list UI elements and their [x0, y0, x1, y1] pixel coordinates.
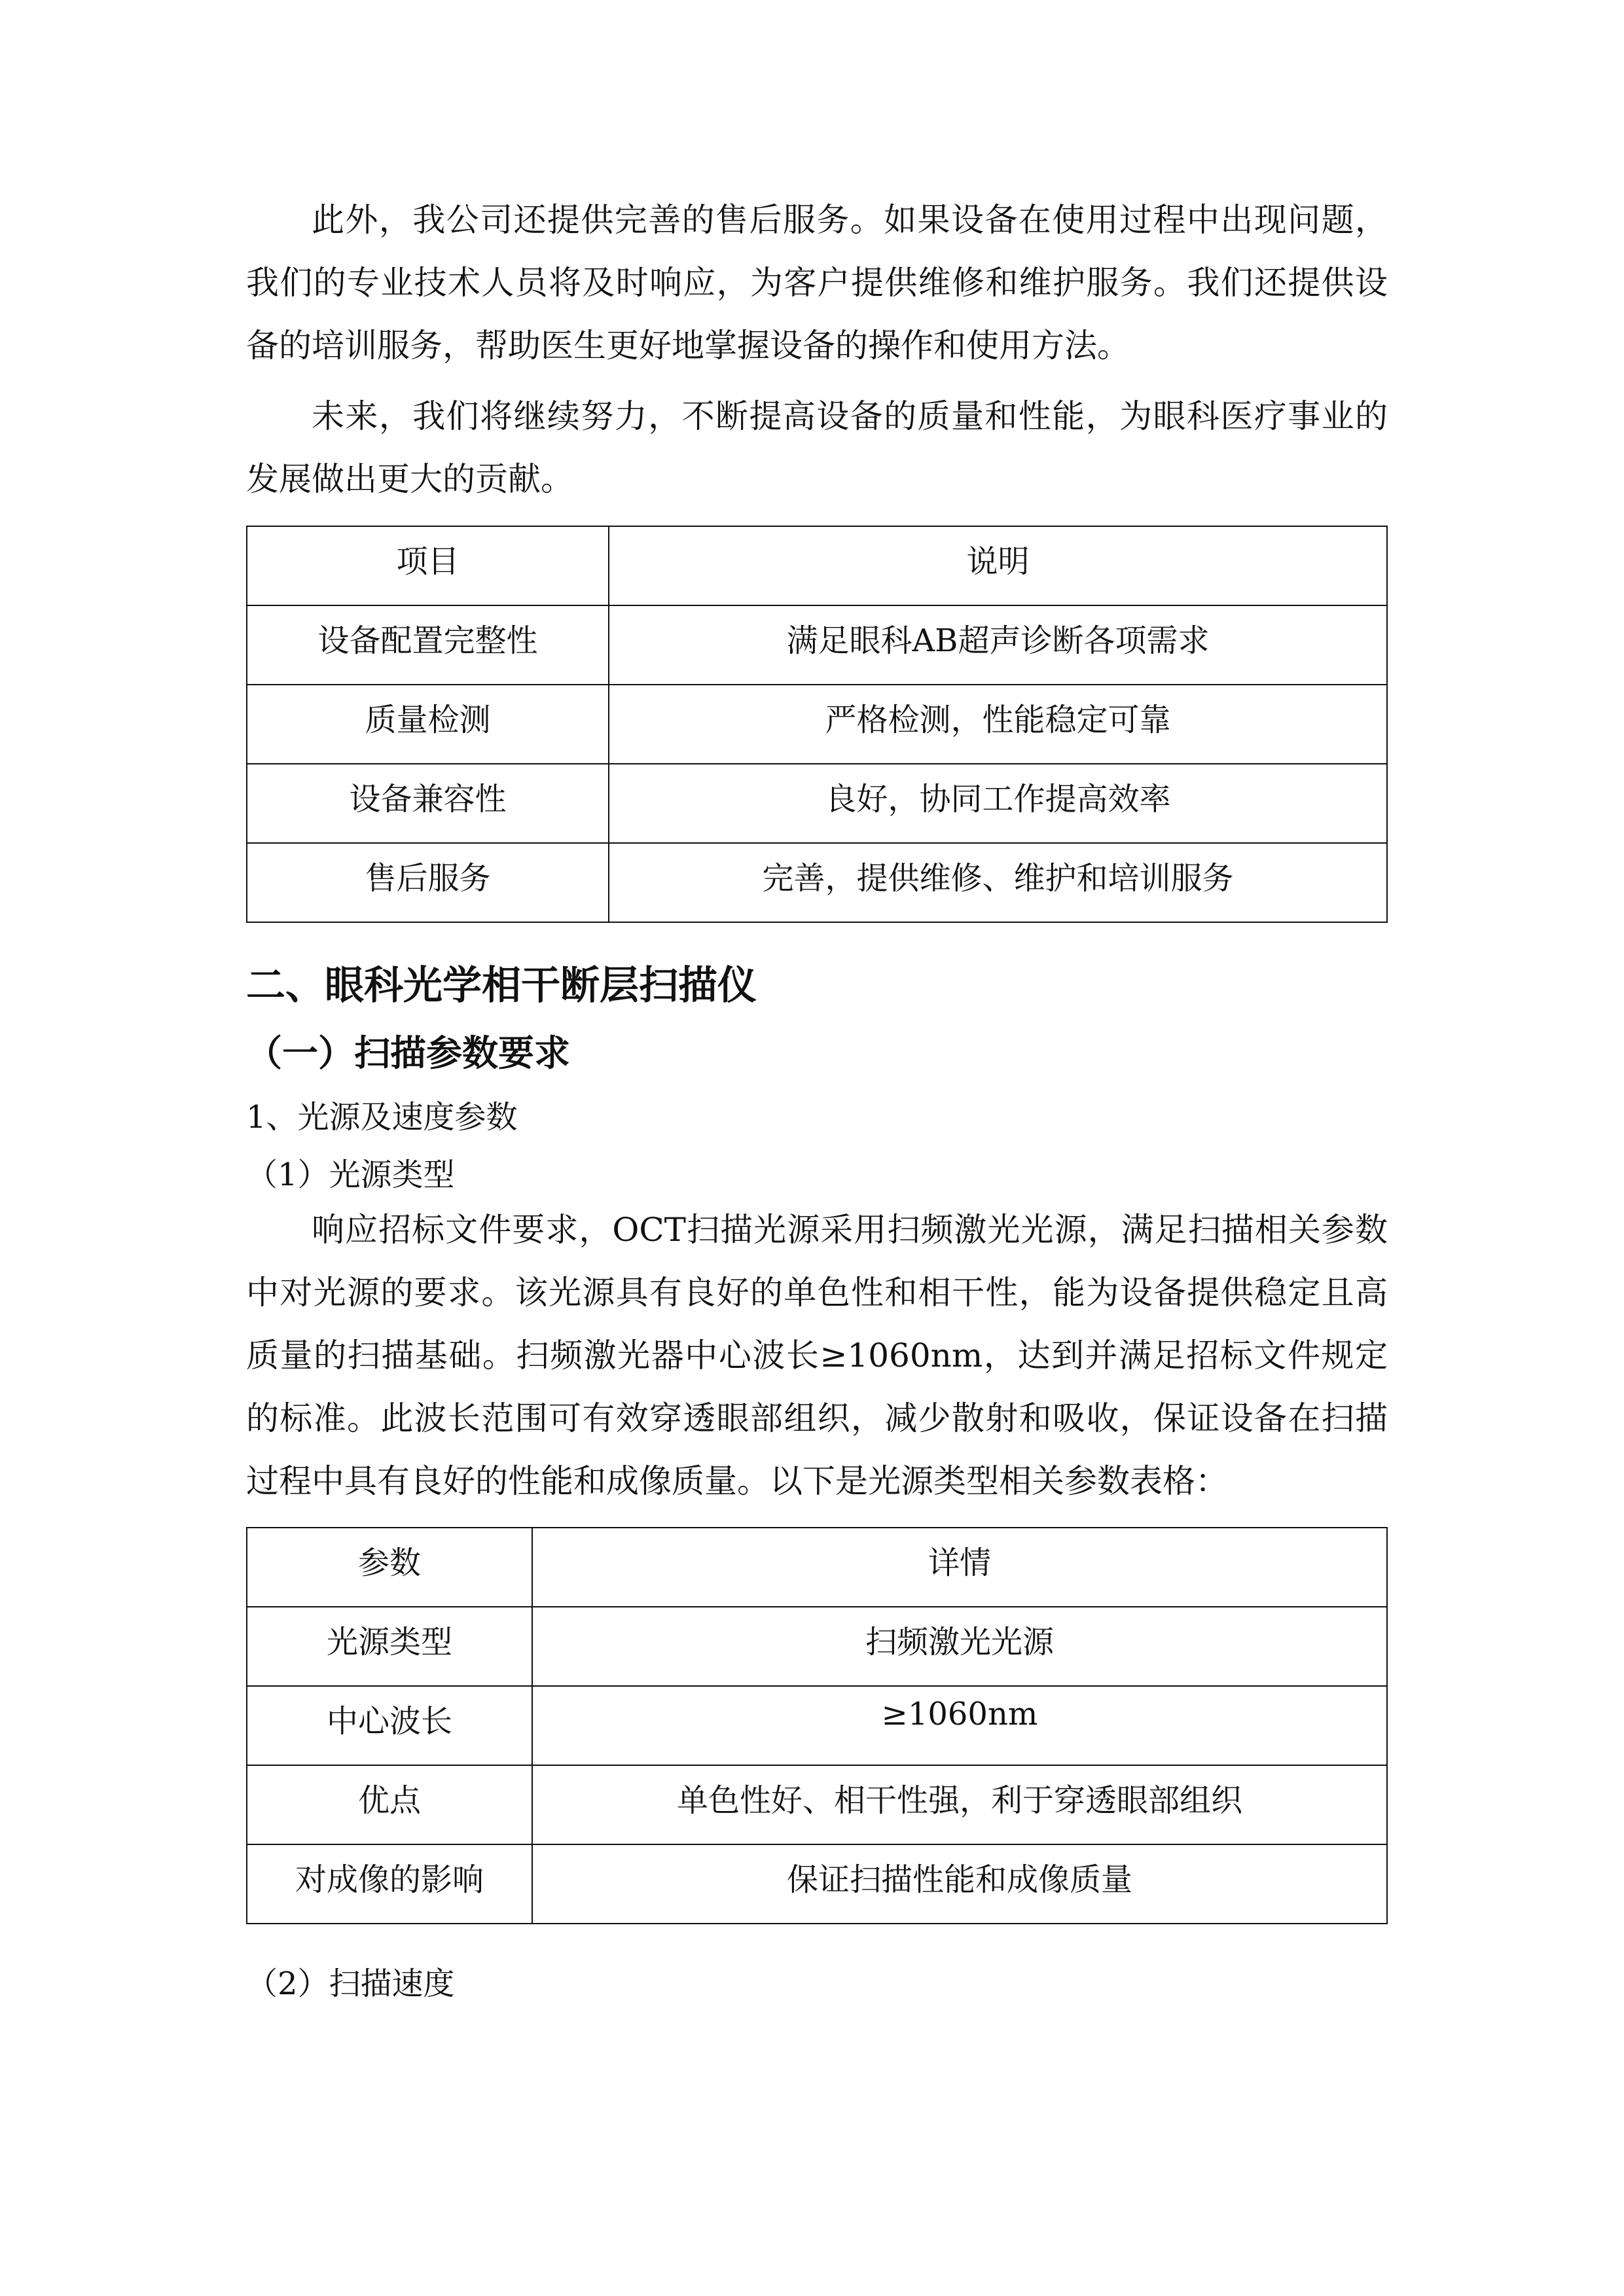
table-row	[247, 1607, 1387, 1686]
table-row	[247, 843, 1387, 922]
table-row	[247, 1844, 1387, 1924]
section-heading: 二、眼科光学相干断层扫描仪	[246, 963, 757, 1009]
table-header-row	[247, 1528, 1387, 1607]
table-row	[247, 1765, 1387, 1844]
table-cell: 设备兼容性	[247, 764, 609, 843]
item-heading: 1、光源及速度参数	[246, 1099, 518, 1136]
paragraph-future: 未来，我们将继续努力，不断提高设备的质量和性能，为眼科医疗事业的发展做出更大的贡献。	[246, 397, 1388, 498]
subsection-heading: （一）扫描参数要求	[246, 1031, 571, 1074]
table-header-cell: 说明	[609, 526, 1387, 605]
table-cell: 光源类型	[247, 1607, 532, 1686]
light-source-table	[246, 1527, 1388, 1924]
table-row	[247, 1686, 1387, 1765]
subitem-heading: （1）光源类型	[246, 1157, 455, 1193]
table-cell: 售后服务	[247, 843, 609, 922]
table-header-row	[247, 526, 1387, 605]
table-cell: 中心波长	[247, 1686, 532, 1765]
table-cell: 优点	[247, 1765, 532, 1844]
table-cell: 扫频激光光源	[532, 1607, 1387, 1686]
table-row	[247, 605, 1387, 685]
table-cell: 满足眼科AB超声诊断各项需求	[609, 605, 1387, 685]
table-cell: 保证扫描性能和成像质量	[532, 1844, 1387, 1924]
paragraph-after-sales: 此外，我公司还提供完善的售后服务。如果设备在使用过程中出现问题，我们的专业技术人员将及时响应，为客户提供维修和维护服务。我们还提供设备的培训服务，帮助医生更好地掌握设备的操作和使用方法。	[246, 201, 1388, 365]
table-cell: 严格检测，性能稳定可靠	[609, 685, 1387, 764]
summary-table	[246, 526, 1388, 923]
table-header-cell: 参数	[247, 1528, 532, 1607]
table-cell: ≥1060nm	[532, 1686, 1387, 1765]
table-cell: 设备配置完整性	[247, 605, 609, 685]
paragraph-light-source: 响应招标文件要求，OCT扫描光源采用扫频激光光源，满足扫描相关参数中对光源的要求。该光源具有良好的单色性和相干性，能为设备提供稳定且高质量的扫描基础。扫频激光器中心波长≥1060nm，达到并满足招标文件规定的标准。此波长范围可有效穿透眼部组织，减少散射和吸收，保证设备在扫描过程中具有良好的性能和成像质量。以下是光源类型相关参数表格：	[246, 1211, 1388, 1500]
table-row	[247, 685, 1387, 764]
subitem-heading-scan-speed: （2）扫描速度	[246, 1965, 455, 2002]
table-header-cell: 详情	[532, 1528, 1387, 1607]
table-cell: 良好，协同工作提高效率	[609, 764, 1387, 843]
table-row	[247, 764, 1387, 843]
table-header-cell: 项目	[247, 526, 609, 605]
table-cell: 单色性好、相干性强，利于穿透眼部组织	[532, 1765, 1387, 1844]
table-cell: 质量检测	[247, 685, 609, 764]
table-cell: 对成像的影响	[247, 1844, 532, 1924]
table-cell: 完善，提供维修、维护和培训服务	[609, 843, 1387, 922]
